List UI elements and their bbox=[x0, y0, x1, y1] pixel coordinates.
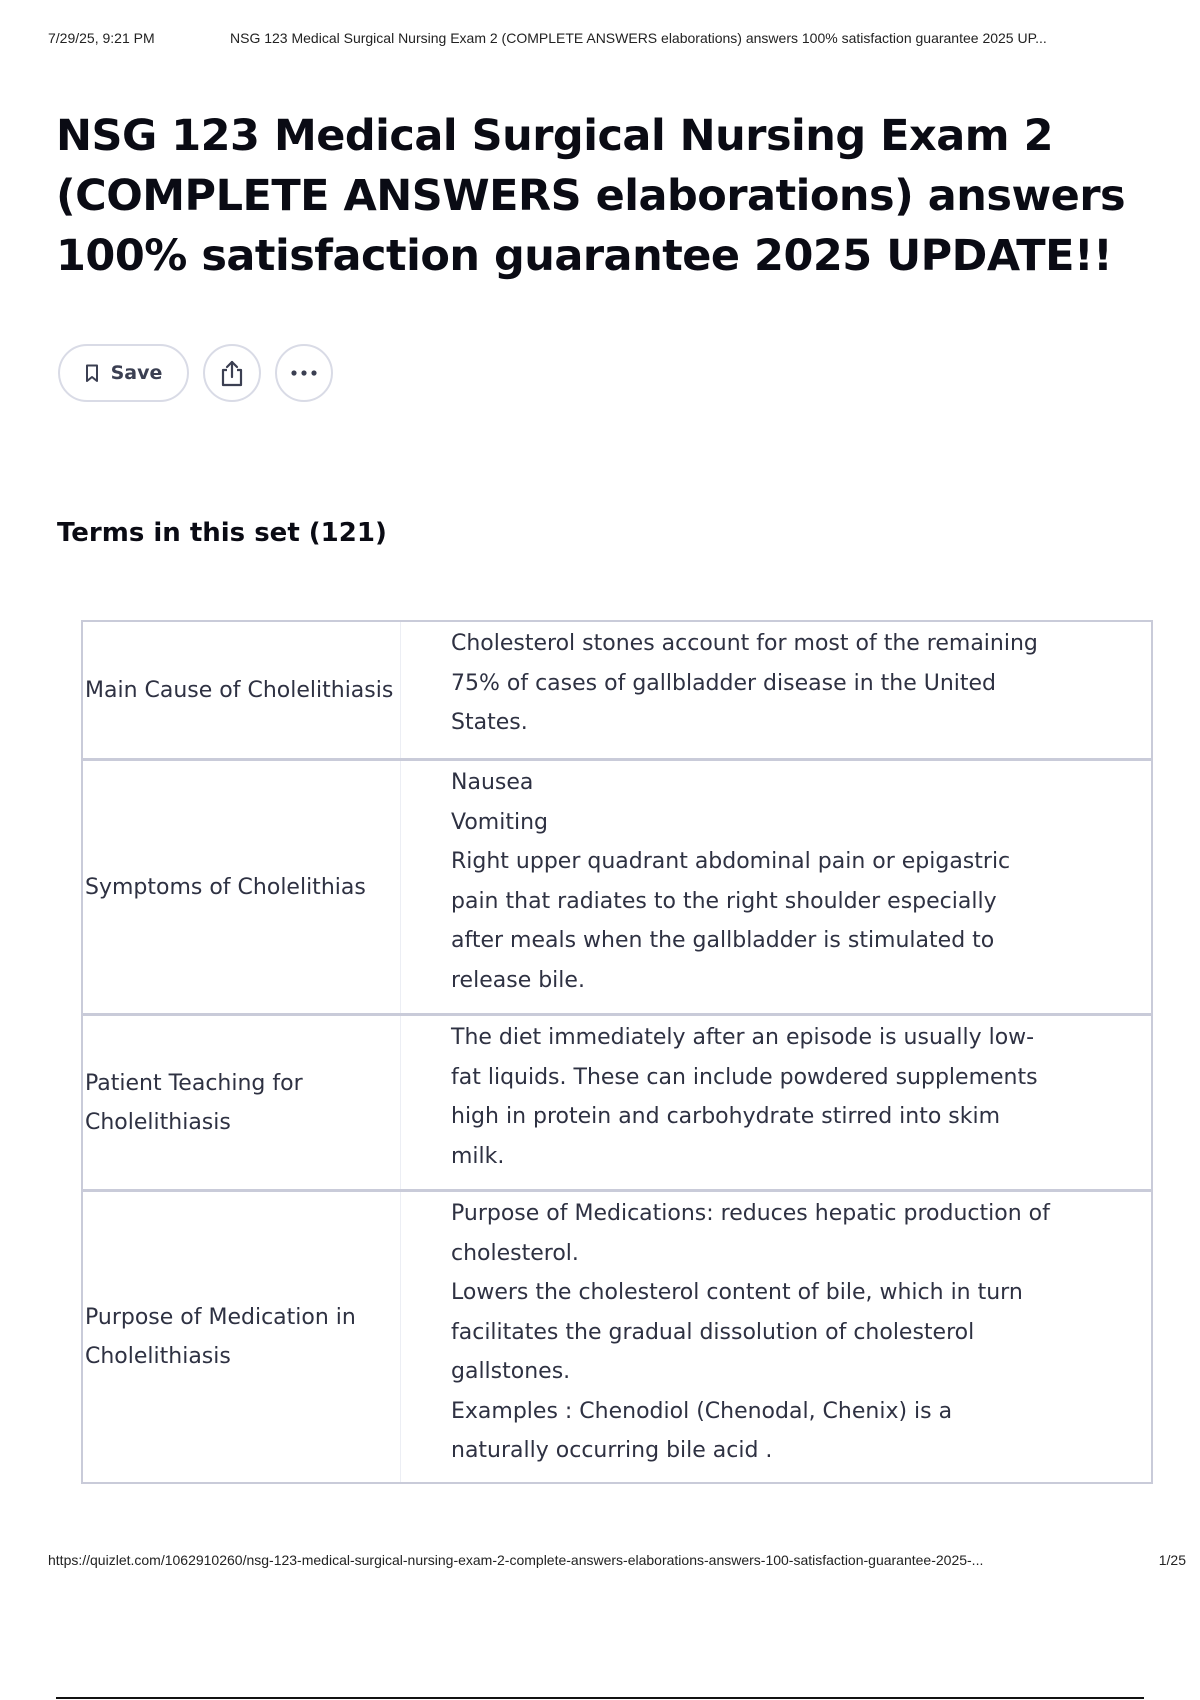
print-footer bbox=[48, 1552, 1186, 1572]
term-row bbox=[83, 1013, 1151, 1189]
bookmark-icon bbox=[85, 364, 99, 383]
print-doc-title: NSG 123 Medical Surgical Nursing Exam 2 (COMPLETE ANSWERS elaborations) answers 100% satisfaction guarantee 2025 UP... bbox=[230, 30, 1047, 46]
print-date: 7/29/25, 9:21 PM bbox=[48, 30, 155, 46]
more-icon bbox=[291, 370, 317, 376]
definition-text: The diet immediately after an episode is usually low-fat liquids. These can include powdered supplements high in protein and carbohydrate stirred into skim milk. bbox=[451, 1025, 1038, 1169]
action-bar bbox=[58, 343, 333, 403]
save-button-label: Save bbox=[110, 362, 163, 384]
page-number: 1/25 bbox=[1158, 1552, 1186, 1568]
page-title: NSG 123 Medical Surgical Nursing Exam 2 (COMPLETE ANSWERS elaborations) answers 100% satisfaction guarantee 2025 UPDATE!! bbox=[56, 111, 1126, 281]
print-header bbox=[48, 30, 1164, 50]
definition-text: Purpose of Medications: reduces hepatic production of cholesterol. Lowers the cholesterol content of bile, which in turn facilitates the gradual dissolution of cholesterol gallstones. Examples : Chenodiol (Chenodal, Chenix) is a naturally occurring bile acid . bbox=[451, 1201, 1050, 1463]
definition-text: Cholesterol stones account for most of the remaining 75% of cases of gallbladder disease in the United States. bbox=[451, 631, 1038, 735]
term-row bbox=[83, 622, 1151, 758]
page-divider bbox=[56, 1697, 1144, 1699]
term-text: Symptoms of Cholelithias bbox=[83, 761, 401, 1013]
share-button[interactable] bbox=[203, 344, 261, 402]
term-text: Patient Teaching for Cholelithiasis bbox=[83, 1016, 401, 1189]
term-text: Main Cause of Cholelithiasis bbox=[83, 622, 401, 758]
print-url: https://quizlet.com/1062910260/nsg-123-medical-surgical-nursing-exam-2-complete-answers-elaborations-answers-100-satisfaction-guarantee-2025-... bbox=[48, 1552, 984, 1568]
term-row bbox=[83, 1189, 1151, 1482]
term-text: Purpose of Medication in Cholelithiasis bbox=[83, 1192, 401, 1482]
definition-text: Nausea Vomiting Right upper quadrant abdominal pain or epigastric pain that radiates to the right shoulder especially after meals when the gallbladder is stimulated to release bile. bbox=[451, 770, 1011, 993]
more-options-button[interactable] bbox=[275, 344, 333, 402]
terms-heading: Terms in this set (121) bbox=[57, 518, 387, 548]
share-icon bbox=[219, 359, 245, 387]
term-row bbox=[83, 758, 1151, 1013]
terms-table bbox=[81, 620, 1153, 1484]
save-button[interactable] bbox=[58, 344, 189, 402]
